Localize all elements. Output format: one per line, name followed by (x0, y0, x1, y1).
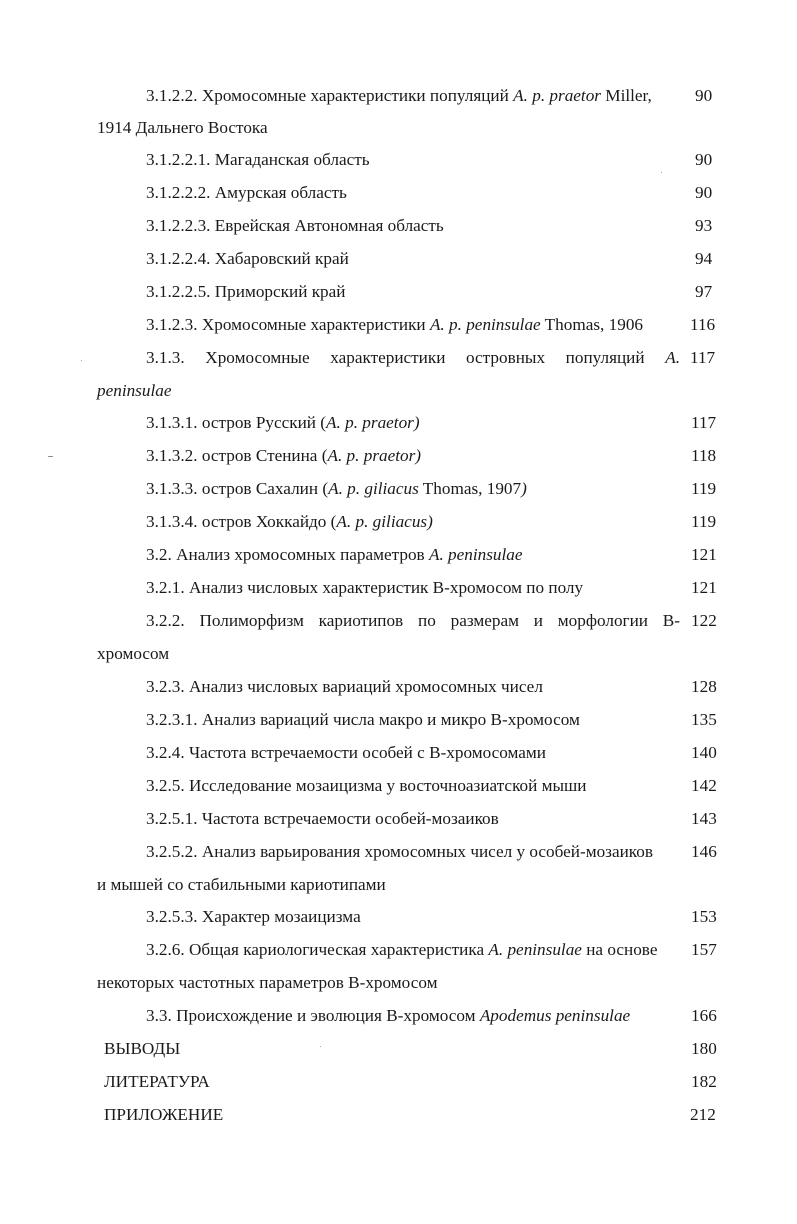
text-fragment: хромосом (97, 644, 170, 663)
toc-entry-title-continuation (97, 643, 169, 665)
italic-fragment: Apodemus peninsulae (479, 1006, 631, 1025)
text-fragment: 3.1.3.2. остров Стенина ( (146, 446, 328, 465)
italic-fragment: peninsulae (97, 381, 172, 400)
toc-page-number: 117 (690, 348, 716, 367)
toc-page-number: 212 (690, 1105, 716, 1124)
toc-page-number: 146 (691, 842, 717, 861)
toc-entry-title-continuation (97, 380, 171, 402)
scan-speck (320, 1046, 321, 1047)
toc-page-number: 157 (691, 940, 717, 959)
toc-page-number: 116 (690, 315, 716, 334)
toc-page-number: 153 (691, 907, 717, 926)
toc-entry-title (146, 577, 583, 599)
toc-page-number: 122 (691, 611, 717, 630)
toc-page-number: 135 (691, 710, 717, 729)
italic-fragment: A. p. praetor) (327, 446, 422, 465)
toc-entry-title (146, 314, 643, 336)
text-fragment: 3.1.2.2.5. Приморский край (146, 282, 346, 301)
toc-page-number: 182 (691, 1072, 717, 1091)
toc-entry-title (146, 511, 433, 533)
text-fragment: 3.1.2.3. Хромосомные характеристики (146, 315, 430, 334)
text-fragment: 3.3. Происхождение и эволюция B-хромосом (146, 1006, 480, 1025)
toc-entry-title (146, 742, 546, 764)
toc-page-number: 119 (691, 479, 717, 498)
toc-entry-title (146, 412, 420, 434)
scan-speck (48, 456, 53, 457)
text-fragment: 1914 Дальнего Востока (97, 118, 268, 137)
toc-page-number: 121 (691, 545, 717, 564)
toc-entry-title (104, 1038, 180, 1060)
italic-fragment: A. (665, 348, 680, 367)
toc-entry-title (146, 841, 682, 863)
text-fragment: 3.1.3.1. остров Русский ( (146, 413, 327, 432)
toc-entry-title (146, 149, 370, 171)
toc-entry-title (146, 808, 499, 830)
text-fragment: 3.1.2.2.4. Хабаровский край (146, 249, 349, 268)
text-fragment: 3.2.3.1. Анализ вариаций числа макро и микро B-хромосом (146, 710, 580, 729)
toc-entry-title (146, 610, 680, 632)
toc-entry-title-continuation (97, 117, 268, 139)
text-fragment: 3.2.5.1. Частота встречаемости особей-мозаиков (146, 809, 499, 828)
toc-entry-title (104, 1071, 210, 1093)
toc-entry-title (146, 478, 527, 500)
toc-page-number: 90 (695, 183, 713, 202)
toc-entry-title (146, 445, 421, 467)
scan-speck (661, 172, 662, 173)
text-fragment: 3.1.2.2.3. Еврейская Автономная область (146, 216, 444, 235)
toc-entry-title (146, 1005, 630, 1027)
toc-page-number: 142 (691, 776, 717, 795)
toc-page-number: 140 (691, 743, 717, 762)
text-fragment: 3.1.2.2.2. Амурская область (146, 183, 347, 202)
toc-page-number: 180 (691, 1039, 717, 1058)
text-fragment: 3.2.6. Общая кариологическая характеристика (146, 940, 489, 959)
text-fragment: Thomas, 1907 (418, 479, 522, 498)
text-fragment: некоторых частотных параметров B-хромосом (97, 973, 438, 992)
italic-fragment: A. p. praetor (513, 86, 601, 105)
italic-fragment: A. p. peninsulae (429, 315, 541, 334)
toc-page-number: 166 (691, 1006, 717, 1025)
text-fragment: 3.2.4. Частота встречаемости особей с B-хромосомами (146, 743, 546, 762)
toc-entry-title (146, 775, 587, 797)
text-fragment: 3.1.2.2.1. Магаданская область (146, 150, 370, 169)
text-fragment: на основе (581, 940, 658, 959)
toc-entry-title (146, 215, 444, 237)
toc-page-number: 94 (695, 249, 713, 268)
toc-page-number: 143 (691, 809, 717, 828)
italic-fragment: A. p. giliacus) (336, 512, 433, 531)
text-fragment: Thomas, 1906 (540, 315, 644, 334)
toc-entry-title (146, 182, 347, 204)
toc-page-number: 93 (695, 216, 713, 235)
text-fragment: 3.1.3.3. остров Сахалин ( (146, 479, 329, 498)
toc-entry-title (146, 85, 682, 107)
text-fragment: 3.1.3.4. остров Хоккайдо ( (146, 512, 337, 531)
text-fragment: 3.2.5. Исследование мозаицизма у восточноазиатской мыши (146, 776, 587, 795)
toc-page-number: 90 (695, 86, 713, 105)
toc-entry-title (146, 709, 580, 731)
text-fragment: 3.2. Анализ хромосомных параметров (146, 545, 429, 564)
toc-entry-title (146, 281, 345, 303)
toc-entry-title-continuation (97, 874, 386, 896)
toc-page-number: 121 (691, 578, 717, 597)
toc-page-number: 119 (691, 512, 717, 531)
toc-entry-title (104, 1104, 223, 1126)
toc-page-number: 118 (691, 446, 717, 465)
text-fragment: 3.2.3. Анализ числовых вариаций хромосомных чисел (146, 677, 543, 696)
toc-entry-title-continuation (97, 972, 437, 994)
italic-fragment: A. peninsulae (428, 545, 523, 564)
toc-page-number: 128 (691, 677, 717, 696)
italic-fragment: A. p. giliacus (328, 479, 419, 498)
text-fragment: 3.1.2.2. Хромосомные характеристики популяций (146, 86, 514, 105)
text-fragment: 3.2.1. Анализ числовых характеристик B-хромосом по полу (146, 578, 584, 597)
text-fragment: 3.1.3. Хромосомные характеристики островных популяций (146, 348, 666, 367)
toc-entry-title (146, 676, 543, 698)
toc-entry-title (146, 906, 361, 928)
toc-entry-title (146, 347, 680, 369)
toc-page-number: 117 (691, 413, 717, 432)
italic-fragment: ) (521, 479, 527, 498)
text-fragment: 3.2.5.3. Характер мозаицизма (146, 907, 361, 926)
toc-entry-title (146, 248, 349, 270)
text-fragment: ВЫВОДЫ (104, 1039, 181, 1058)
toc-page-number: 97 (695, 282, 713, 301)
text-fragment: и мышей со стабильными кариотипами (97, 875, 386, 894)
text-fragment: ЛИТЕРАТУРА (104, 1072, 210, 1091)
toc-entry-title (146, 544, 523, 566)
text-fragment: 3.2.5.2. Анализ варьирования хромосомных чисел у особей-мозаиков (146, 842, 653, 861)
scan-speck (81, 360, 82, 361)
text-fragment: 3.2.2. Полиморфизм кариотипов по размерам и морфологии B- (146, 611, 680, 630)
text-fragment: ПРИЛОЖЕНИЕ (104, 1105, 224, 1124)
toc-entry-title (146, 939, 675, 961)
italic-fragment: A. p. praetor) (326, 413, 420, 432)
italic-fragment: A. peninsulae (488, 940, 582, 959)
toc-page-number: 90 (695, 150, 713, 169)
text-fragment: Miller, (600, 86, 652, 105)
